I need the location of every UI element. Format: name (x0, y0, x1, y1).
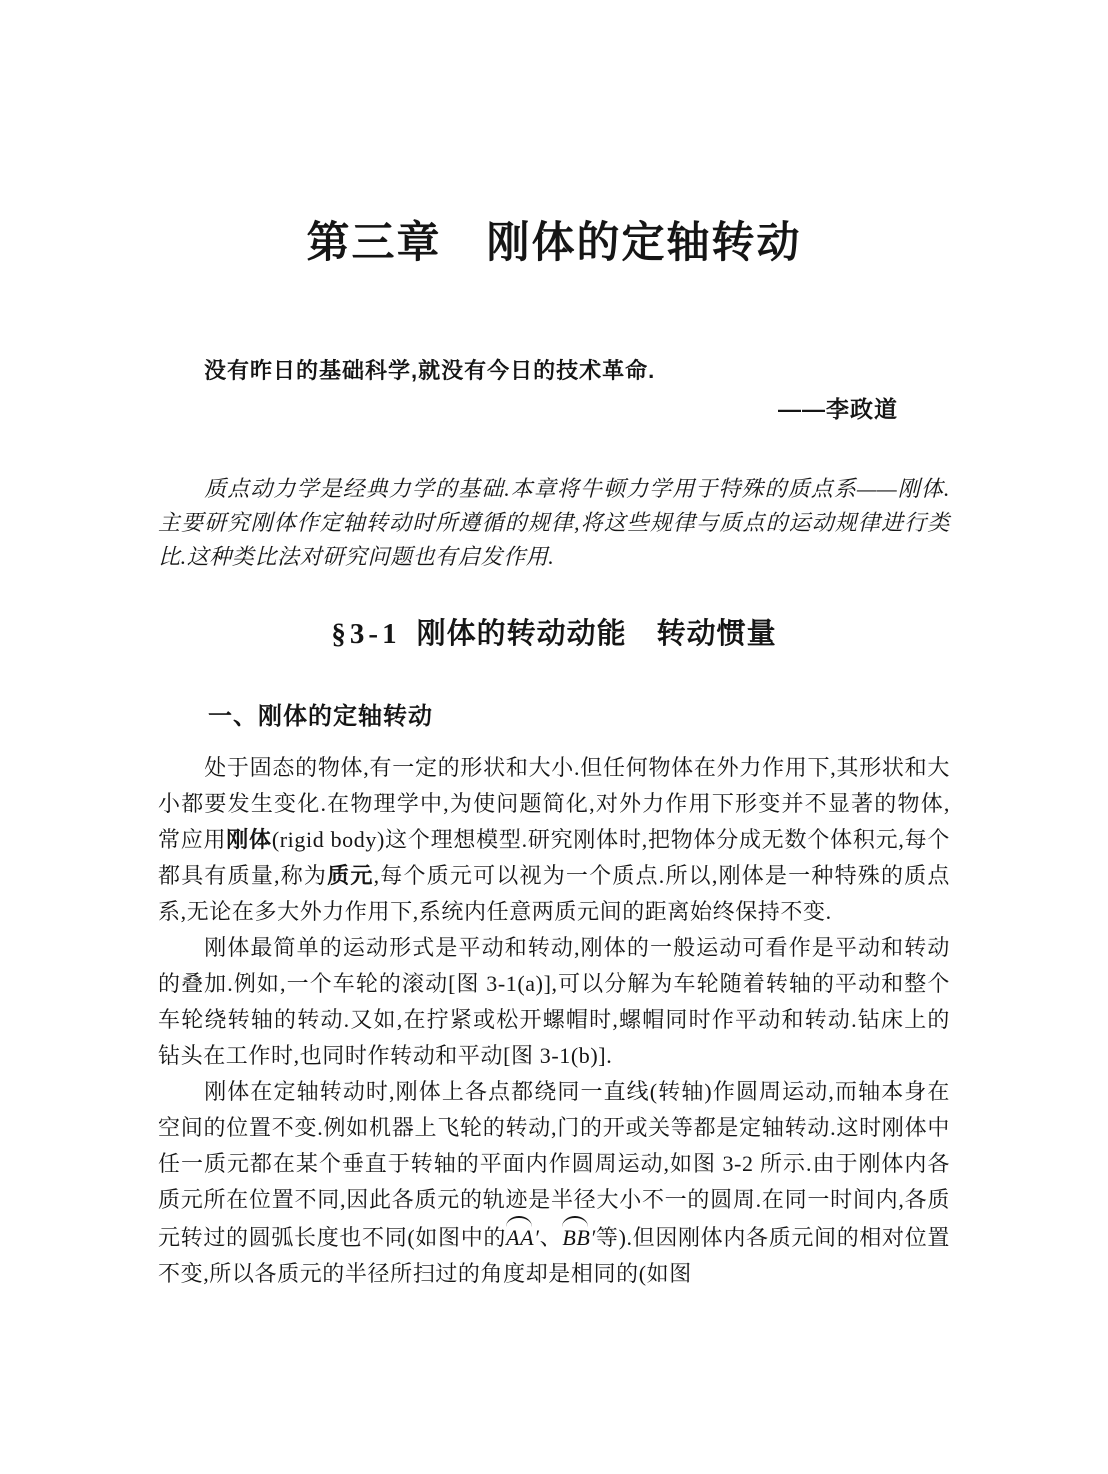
body-text (158, 750, 950, 1292)
section-title: 刚体的转动动能 转动惯量 (416, 618, 777, 650)
paragraph-translation-rotation: 刚体最简单的运动形式是平动和转动,刚体的一般运动可看作是平动和转动的叠加.例如,一个车轮的滚动[图 3-1(a)],可以分解为车轮随着转轴的平动和整个车轮绕转轴的转动.又如,在拧紧或松开螺帽时,螺帽同时作平动和转动.钻床上的钻头在工作时,也同时作转动和平动[图 3-1(b)]. (158, 935, 950, 1068)
paragraph-rigid-body-definition: 处于固态的物体,有一定的形状和大小.但任何物体在外力作用下,其形状和大小都要发生变化.在物理学中,为使问题简化,对外力作用下形变并不显著的物体,常应用刚体(rigid body)这个理想模型.研究刚体时,把物体分成无数个体积元,每个都具有质量,称为质元,每个质元可以视为一个质点.所以,刚体是一种特殊的质点系,无论在多大外力作用下,系统内任意两质元间的距离始终保持不变. (158, 755, 951, 924)
chapter-title: 第三章 刚体的定轴转动 (306, 220, 802, 267)
section-number: §3-1 (331, 618, 401, 650)
paragraph-fixed-axis-rotation: 刚体在定轴转动时,刚体上各点都绕同一直线(转轴)作圆周运动,而轴本身在空间的位置不变.例如机器上飞轮的转动,门的开或关等都是定轴转动.这时刚体中任一质元都在某个垂直于转轴的平面内作圆周运动,如图 3-2 所示.由于刚体内各质元所在位置不同,因此各质元的轨迹是半径大小不一的圆周.在同一时间内,各质元转过的圆弧长度也不同(如图中的AA′、BB′等).但因刚体内各质元间的相对位置不变,所以各质元的半径所扫过的角度却是相同的(如图 (158, 1079, 950, 1286)
chapter-intro: 质点动力学是经典力学的基础.本章将牛顿力学用于特殊的质点系——刚体.主要研究刚体作定轴转动时所遵循的规律,将这些规律与质点的运动规律进行类比.这种类比法对研究问题也有启发作用. (158, 476, 950, 569)
epigraph (158, 356, 950, 424)
subsection-heading: 一、刚体的定轴转动 (208, 703, 433, 730)
epigraph-attribution: ——李政道 (778, 396, 898, 422)
section-heading (158, 616, 950, 652)
epigraph-text: 没有昨日的基础科学,就没有今日的技术革命. (204, 358, 656, 383)
